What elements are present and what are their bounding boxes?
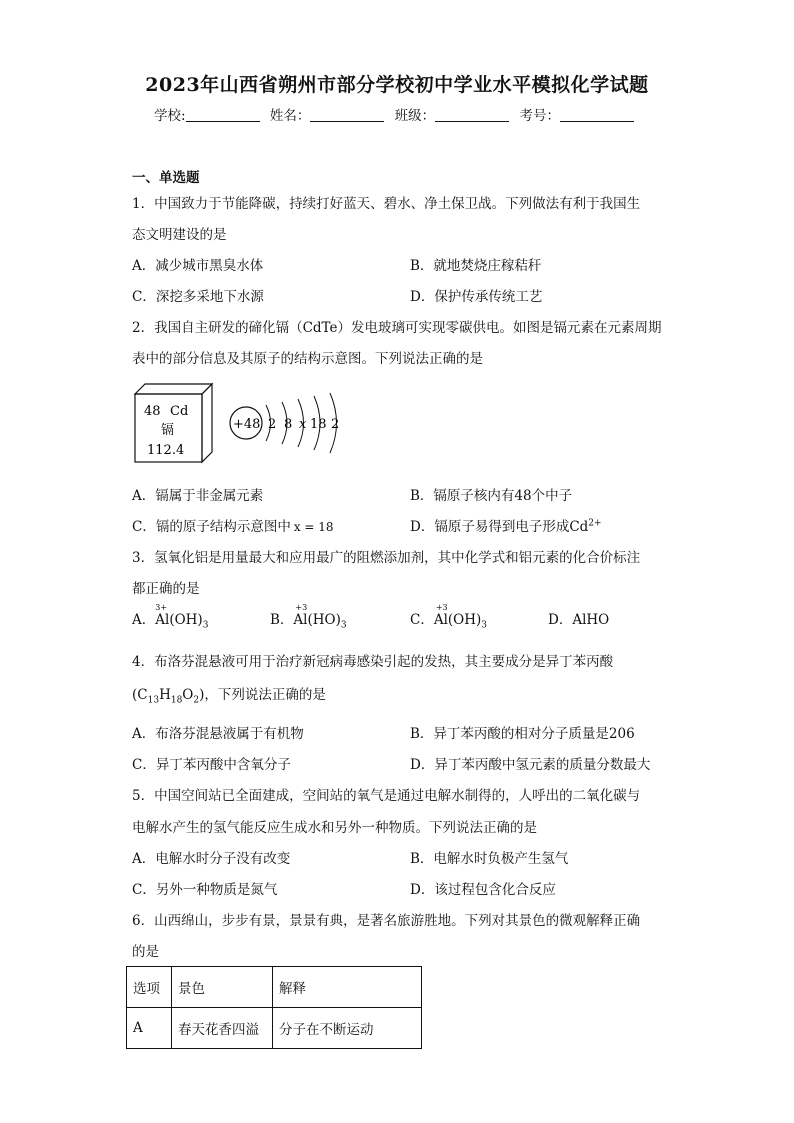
q4-option-d: D．异丁苯丙酸中氢元素的质量分数最大 <box>410 757 651 773</box>
q2-stem-line1: 2．我国自主研发的碲化镉（CdTe）发电玻璃可实现零碳供电。如图是镉元素在元素周期 <box>132 320 662 336</box>
table-row <box>127 1008 422 1049</box>
q5-option-a: A．电解水时分子没有改变 <box>132 851 291 867</box>
q4-option-b: B．异丁苯丙酸的相对分子质量是206 <box>410 726 635 742</box>
nucleus-charge: +48 <box>233 417 261 432</box>
table-header-cell: 选项 <box>127 967 172 1008</box>
q4-stem-line1: 4．布洛芬混悬液可用于治疗新冠病毒感染引起的发热，其主要成分是异丁苯丙酸 <box>132 654 614 670</box>
periodic-cell <box>135 384 212 462</box>
q1-option-a: A．减少城市黑臭水体 <box>132 258 264 274</box>
q4-option-c: C．异丁苯丙酸中含氧分子 <box>132 757 291 773</box>
table-cell: 春天花香四溢 <box>172 1008 273 1049</box>
q2-option-b: B．镉原子核内有48个中子 <box>410 488 573 504</box>
table-header-cell: 解释 <box>273 967 422 1008</box>
q6-stem-line2: 的是 <box>132 944 159 960</box>
q1-option-c: C．深挖多采地下水源 <box>132 289 264 305</box>
school-label: 学校: <box>154 108 186 124</box>
exam-no-blank <box>560 108 634 122</box>
exam-no-label: 考号： <box>519 108 560 124</box>
q1-stem-line1: 1．中国致力于节能降碳，持续打好蓝天、碧水、净土保卫战。下列做法有利于我国生 <box>132 196 641 212</box>
q4-stem-line2: $(C_{13}H_{18}O_2)$，下列说法正确的是 <box>132 687 326 706</box>
q5-option-d: D．该过程包含化合反应 <box>410 882 556 898</box>
q6-stem-line1: 6．山西绵山，步步有景，景景有典，是著名旅游胜地。下列对其景色的微观解释正确 <box>132 913 641 929</box>
element-name: 镉 <box>161 423 175 438</box>
q1-stem-line2: 态文明建设的是 <box>132 227 227 243</box>
q1-option-d: D．保护传承传统工艺 <box>410 289 543 305</box>
q3-option-c: C． +3 $Al(OH)_3$ <box>410 603 488 631</box>
atom-structure <box>230 393 339 453</box>
class-label: 班级： <box>394 108 436 124</box>
q4-option-a: A．布洛芬混悬液属于有机物 <box>132 726 304 742</box>
section-heading: 一、单选题 <box>132 170 200 186</box>
q5-option-c: C．另外一种物质是氮气 <box>132 882 278 898</box>
q5-option-b: B．电解水时负极产生氢气 <box>410 851 569 867</box>
name-label: 姓名： <box>269 108 311 124</box>
q3-option-b: B． +3 $Al(HO)_3$ <box>270 603 347 631</box>
shell-2-electrons: 8 <box>284 417 293 432</box>
q1-option-b: B．就地焚烧庄稼秸秆 <box>410 258 542 274</box>
shell-4-electrons: 18 <box>310 417 327 432</box>
exam-title: 2023年山西省朔州市部分学校初中学业水平模拟化学试题 <box>145 74 649 96</box>
atomic-mass: 112.4 <box>147 443 185 458</box>
q3-option-a: A． 3+ $Al(OH)_3$ <box>132 603 209 631</box>
shell-5-electrons: 2 <box>331 417 340 432</box>
table-header-row <box>127 967 422 1008</box>
atomic-number: 48 <box>144 404 161 419</box>
element-symbol: Cd <box>170 404 189 419</box>
shell-3-electrons: x <box>299 417 307 432</box>
table-cell: A <box>127 1008 172 1049</box>
q2-stem-line2: 表中的部分信息及其原子的结构示意图。下列说法正确的是 <box>132 351 483 367</box>
class-blank <box>435 108 509 122</box>
table-cell: 分子在不断运动 <box>273 1008 422 1049</box>
name-blank <box>310 108 384 122</box>
school-blank <box>186 108 260 122</box>
student-info-line <box>0 104 794 124</box>
table-header-cell: 景色 <box>172 967 273 1008</box>
cadmium-diagram <box>132 380 362 465</box>
q3-stem-line2: 都正确的是 <box>132 581 200 597</box>
q2-option-d: D．镉原子易得到电子形成$Cd^{2+}$ <box>410 518 602 535</box>
q5-stem-line1: 5．中国空间站已全面建成，空间站的氧气是通过电解水制得的，人呼出的二氧化碳与 <box>132 788 641 804</box>
q5-stem-line2: 电解水产生的氢气能反应生成水和另外一种物质。下列说法正确的是 <box>132 820 537 836</box>
q6-table <box>126 966 422 1049</box>
q3-stem-line1: 3．氢氧化铝是用量最大和应用最广的阻燃添加剂，其中化学式和铝元素的化合价标注 <box>132 550 641 566</box>
q2-option-a: A．镉属于非金属元素 <box>132 488 264 504</box>
shell-1-electrons: 2 <box>268 417 277 432</box>
q3-option-d: D．AlHO <box>548 612 610 628</box>
q2-option-c: C．镉的原子结构示意图中 x = 18 <box>132 519 334 535</box>
